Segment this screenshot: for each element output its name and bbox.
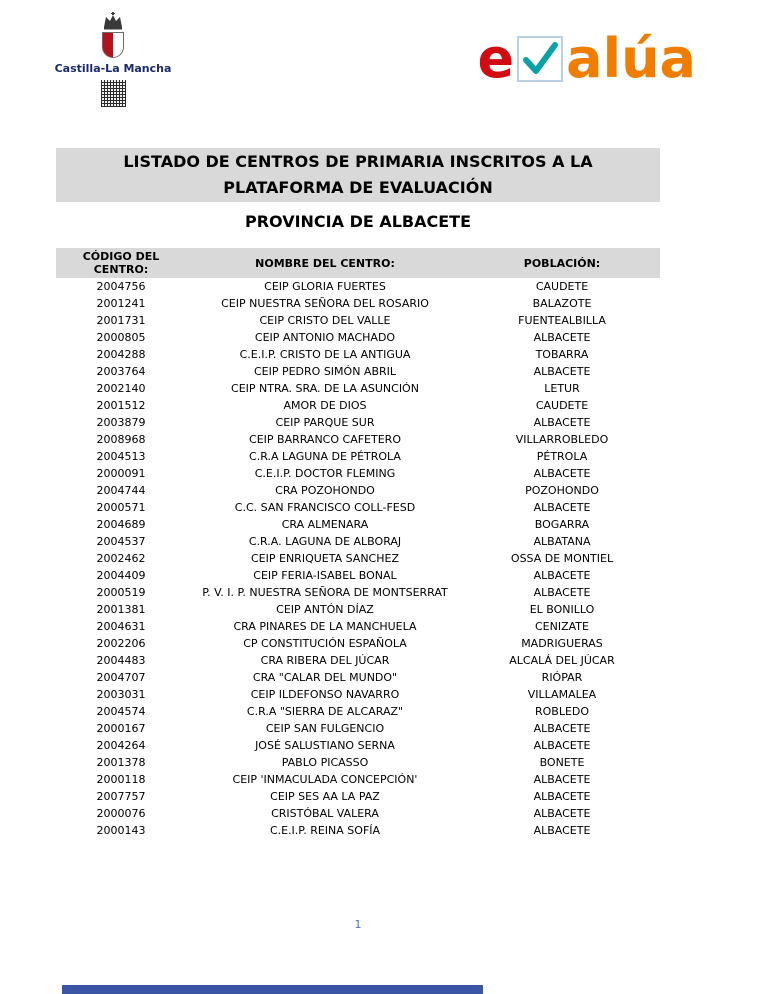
center-code: 2004689	[96, 518, 146, 531]
center-code: 2000167	[96, 722, 146, 735]
table-row	[56, 380, 660, 397]
table-row	[56, 550, 660, 567]
table-row	[56, 635, 660, 652]
center-code: 2002140	[96, 382, 146, 395]
center-code: 2000143	[96, 824, 146, 837]
table-row	[56, 771, 660, 788]
center-town: ROBLEDO	[534, 705, 590, 718]
center-name: CEIP GLORIA FUERTES	[264, 280, 386, 293]
center-name: CEIP PEDRO SIMÓN ABRIL	[253, 365, 397, 378]
center-code: 2003879	[96, 416, 146, 429]
center-name: CRISTÓBAL VALERA	[271, 807, 379, 820]
table-row	[56, 754, 660, 771]
center-town: OSSA DE MONTIEL	[510, 552, 614, 565]
table-row	[56, 414, 660, 431]
center-name: CRA ALMENARA	[281, 518, 369, 531]
crown-icon	[102, 12, 124, 30]
evalua-logo-alua: alúa	[566, 27, 696, 90]
center-code: 2004537	[96, 535, 146, 548]
center-town: ALBACETE	[533, 331, 591, 344]
center-name: CRA RIBERA DEL JÚCAR	[260, 654, 390, 667]
table-row	[56, 584, 660, 601]
page-header	[54, 12, 696, 107]
center-code: 2003031	[96, 688, 146, 701]
center-code: 2001512	[96, 399, 146, 412]
center-code: 2004744	[96, 484, 146, 497]
table-row	[56, 720, 660, 737]
center-name: C.R.A LAGUNA DE PÉTROLA	[249, 450, 401, 463]
center-town: ALBACETE	[533, 569, 591, 582]
center-town: ALBACETE	[533, 807, 591, 820]
center-code: 2004288	[96, 348, 146, 361]
center-code: 2004574	[96, 705, 146, 718]
center-code: 2003764	[96, 365, 146, 378]
center-code: 2001378	[96, 756, 146, 769]
table-row	[56, 312, 660, 329]
center-code: 2001731	[96, 314, 146, 327]
center-code: 2000805	[96, 331, 146, 344]
center-code: 2008968	[96, 433, 146, 446]
center-town: ALBACETE	[533, 586, 591, 599]
center-code: 2007757	[96, 790, 146, 803]
table-row	[56, 465, 660, 482]
center-name: CEIP SAN FULGENCIO	[265, 722, 385, 735]
evalua-logo	[477, 27, 696, 90]
center-name: CEIP NTRA. SRA. DE LA ASUNCIÓN	[231, 382, 419, 395]
center-code: 2000076	[96, 807, 146, 820]
center-town: ALCALÁ DEL JÚCAR	[509, 654, 615, 667]
center-town: CENIZATE	[535, 620, 589, 633]
center-town: CAUDETE	[535, 399, 589, 412]
center-town: BONETE	[539, 756, 585, 769]
table-row	[56, 737, 660, 754]
table-row	[56, 278, 660, 295]
center-name: C.E.I.P. REINA SOFÍA	[269, 824, 381, 837]
table-row	[56, 567, 660, 584]
table-row	[56, 482, 660, 499]
table-row	[56, 686, 660, 703]
col-header-codigo: CÓDIGO DEL CENTRO:	[56, 248, 186, 278]
center-name: JOSÉ SALUSTIANO SERNA	[255, 739, 395, 752]
center-name: C.E.I.P. DOCTOR FLEMING	[254, 467, 396, 480]
table-row	[56, 346, 660, 363]
center-town: MADRIGUERAS	[521, 637, 603, 650]
center-name: C.C. SAN FRANCISCO COLL-FESD	[234, 501, 416, 514]
center-name: CEIP 'INMACULADA CONCEPCIÓN'	[232, 773, 418, 786]
center-name: CEIP NUESTRA SEÑORA DEL ROSARIO	[221, 297, 429, 310]
center-name: CEIP PARQUE SUR	[275, 416, 375, 429]
center-name: CP CONSTITUCIÓN ESPAÑOLA	[243, 637, 407, 650]
center-code: 2004631	[96, 620, 146, 633]
center-town: LETUR	[544, 382, 580, 395]
center-town: ALBACETE	[533, 467, 591, 480]
center-name: CRA "CALAR DEL MUNDO"	[252, 671, 398, 684]
center-name: AMOR DE DIOS	[283, 399, 367, 412]
center-name: CEIP SES AA LA PAZ	[270, 790, 380, 803]
center-town: ALBACETE	[533, 722, 591, 735]
jccm-pattern-icon	[101, 80, 126, 107]
table-row	[56, 329, 660, 346]
center-town: ALBACETE	[533, 824, 591, 837]
center-name: CRA PINARES DE LA MANCHUELA	[233, 620, 417, 633]
center-town: FUENTEALBILLA	[518, 314, 606, 327]
page-number: 1	[354, 918, 362, 931]
center-name: CEIP CRISTO DEL VALLE	[259, 314, 391, 327]
center-name: CEIP ILDEFONSO NAVARRO	[250, 688, 400, 701]
center-name: CEIP ENRIQUETA SANCHEZ	[251, 552, 399, 565]
center-name: C.E.I.P. CRISTO DE LA ANTIGUA	[239, 348, 411, 361]
table-row	[56, 397, 660, 414]
title-line-2: PLATAFORMA DE EVALUACIÓN	[223, 178, 493, 197]
center-code: 2004707	[96, 671, 146, 684]
center-code: 2001381	[96, 603, 146, 616]
center-town: ALBACETE	[533, 773, 591, 786]
table-row	[56, 295, 660, 312]
shield-icon	[102, 32, 124, 58]
table-row	[56, 533, 660, 550]
table-row	[56, 805, 660, 822]
table-row	[56, 822, 660, 839]
center-town: BOGARRA	[534, 518, 590, 531]
center-name: C.R.A. LAGUNA DE ALBORAJ	[248, 535, 402, 548]
bottom-accent-bar	[62, 985, 483, 994]
center-code: 2004756	[96, 280, 146, 293]
center-town: CAUDETE	[535, 280, 589, 293]
center-name: PABLO PICASSO	[281, 756, 369, 769]
center-code: 2000091	[96, 467, 146, 480]
center-town: VILLARROBLEDO	[515, 433, 609, 446]
jccm-logo-text: Castilla-La Mancha	[54, 62, 172, 75]
table-row	[56, 499, 660, 516]
col-header-nombre: NOMBRE DEL CENTRO:	[186, 248, 464, 278]
center-code: 2000571	[96, 501, 146, 514]
table-row	[56, 516, 660, 533]
table-row	[56, 618, 660, 635]
center-code: 2004409	[96, 569, 146, 582]
center-name: CEIP BARRANCO CAFETERO	[249, 433, 401, 446]
center-town: PÉTROLA	[536, 450, 588, 463]
castilla-la-mancha-logo	[54, 12, 172, 107]
table-row	[56, 652, 660, 669]
center-code: 2002462	[96, 552, 146, 565]
table-row	[56, 703, 660, 720]
center-code: 2002206	[96, 637, 146, 650]
check-icon	[517, 36, 563, 82]
center-name: C.R.A "SIERRA DE ALCARAZ"	[246, 705, 404, 718]
table-row	[56, 448, 660, 465]
center-town: ALBACETE	[533, 739, 591, 752]
center-town: ALBACETE	[533, 365, 591, 378]
table-row	[56, 601, 660, 618]
table-body	[56, 278, 660, 839]
center-code: 2000519	[96, 586, 146, 599]
center-name: CEIP ANTÓN DÍAZ	[276, 603, 374, 616]
page-title	[56, 148, 660, 202]
title-line-1: LISTADO DE CENTROS DE PRIMARIA INSCRITOS A LA	[123, 152, 593, 171]
table-row	[56, 788, 660, 805]
center-code: 2001241	[96, 297, 146, 310]
evalua-logo-e: e	[477, 27, 515, 90]
center-town: TOBARRA	[535, 348, 589, 361]
center-code: 2004513	[96, 450, 146, 463]
center-name: CRA POZOHONDO	[275, 484, 375, 497]
col-header-poblacion: POBLACIÓN:	[464, 248, 660, 278]
center-town: RIÓPAR	[541, 671, 583, 684]
center-town: BALAZOTE	[532, 297, 592, 310]
center-town: ALBACETE	[533, 790, 591, 803]
center-code: 2004483	[96, 654, 146, 667]
center-town: VILLAMALEA	[527, 688, 597, 701]
center-town: POZOHONDO	[525, 484, 599, 497]
table-row	[56, 363, 660, 380]
table-row	[56, 431, 660, 448]
center-name: CEIP ANTONIO MACHADO	[254, 331, 396, 344]
table-header-row	[56, 248, 660, 278]
center-town: ALBACETE	[533, 501, 591, 514]
centers-table	[56, 248, 660, 839]
center-code: 2000118	[96, 773, 146, 786]
center-code: 2004264	[96, 739, 146, 752]
table-row	[56, 669, 660, 686]
center-town: ALBATANA	[533, 535, 591, 548]
center-town: EL BONILLO	[529, 603, 595, 616]
province-subtitle: PROVINCIA DE ALBACETE	[244, 212, 472, 231]
center-town: ALBACETE	[533, 416, 591, 429]
center-name: CEIP FERIA-ISABEL BONAL	[253, 569, 397, 582]
center-name: P. V. I. P. NUESTRA SEÑORA DE MONTSERRAT	[202, 586, 448, 599]
